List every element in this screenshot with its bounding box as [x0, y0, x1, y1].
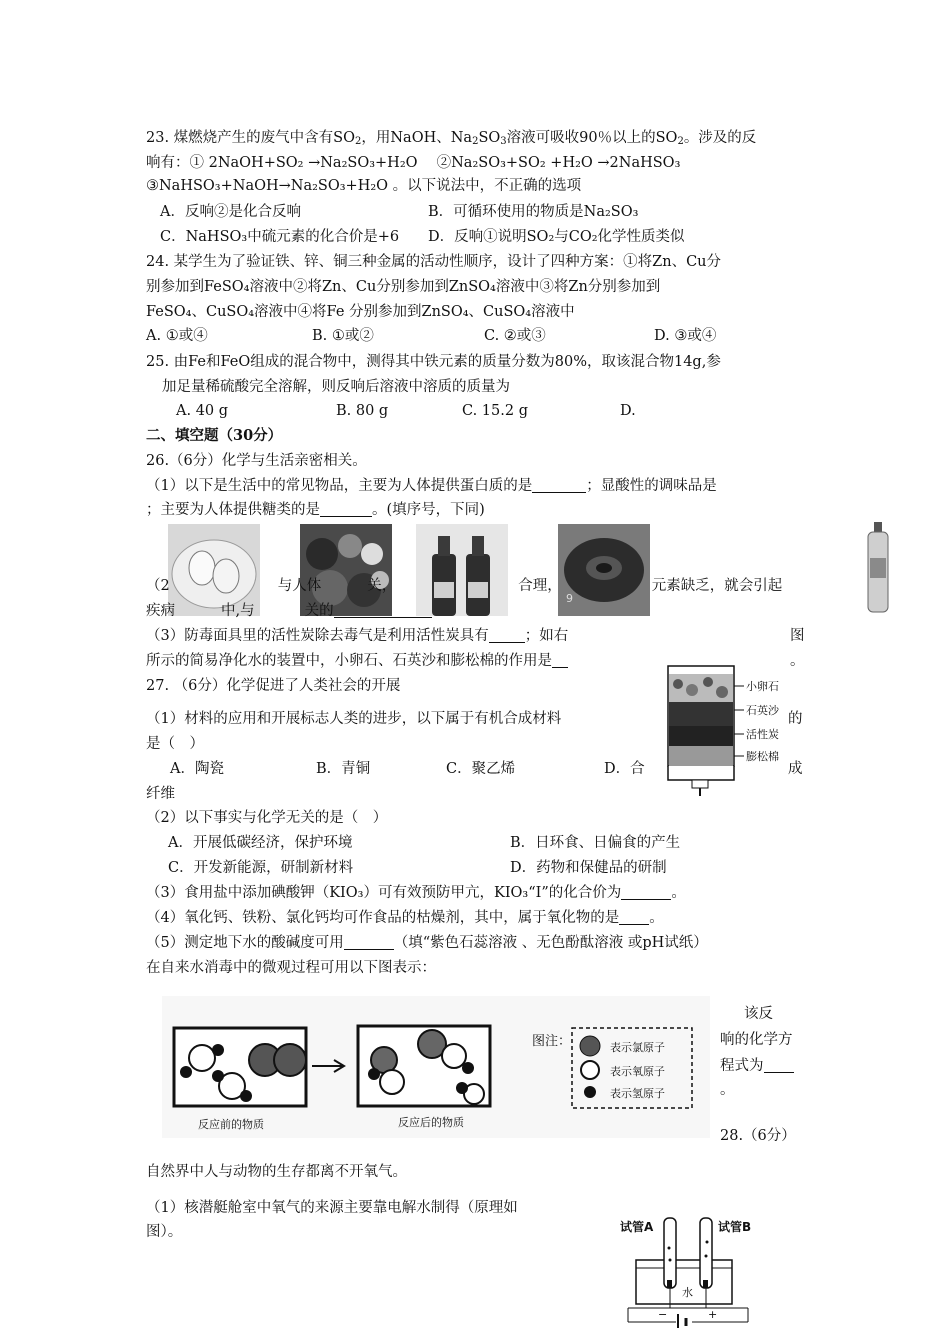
q27-line1: （1）材料的应用和开展标志人类的进步，以下属于有机合成材料: [146, 711, 562, 727]
cleaner-bottle-image: [866, 522, 890, 614]
q27-q5: （5）测定地下水的酸碱度可用 （填“紫色石蕊溶液 、无色酚酞溶液 或pH试纸）: [146, 935, 708, 951]
water-label: 水: [682, 1286, 693, 1299]
q26-line6: 所示的简易净化水的装置中，小卵石、石英沙和膨松棉的作用是: [146, 651, 568, 671]
q28-line1: 自然界中人与动物的生存都离不开氧气。: [146, 1164, 407, 1180]
q25-option-a: A. 40 g: [176, 403, 229, 419]
q25-line1: 25. 由Fe和FeO组成的混合物中，测得其中铁元素的质量分数为80%，取该混合物14g,参: [146, 354, 721, 370]
q25-line2: 加足量稀硫酸完全溶解，则反响后溶液中溶质的质量为: [162, 379, 510, 395]
q25-option-c: C. 15.2 g: [462, 403, 528, 419]
minus-sign: −: [658, 1308, 668, 1321]
q27-q6: 在自来水消毒中的微观过程可用以下图表示：: [146, 960, 436, 976]
before-label: 反应前的物质: [198, 1118, 264, 1131]
q26-line5-end: 图: [790, 628, 805, 644]
q27-option-a: A．陶瓷: [170, 761, 224, 777]
plus-sign: +: [708, 1308, 718, 1321]
q23-line3: ③NaHSO₃+NaOH→Na₂SO₃+H₂O 。以下说法中，不正确的选项: [146, 178, 582, 194]
q25-option-b: B. 80 g: [336, 403, 389, 419]
tube-b-label: 试管B: [718, 1220, 752, 1234]
reaction-diagram: [162, 996, 710, 1138]
legend-hydrogen: 表示氢原子: [610, 1087, 665, 1100]
q23-option-c: C．NaHSO₃中硫元素的化合价是+6: [160, 229, 400, 245]
q24-line3: FeSO₄、CuSO₄溶液中④将Fe 分别参加到ZnSO₄、CuSO₄溶液中: [146, 304, 575, 320]
q23-option-b: B．可循环使用的物质是Na₂SO₃: [428, 204, 639, 220]
pastry-photo: [558, 524, 650, 616]
q23-line1: 23. 煤燃烧产生的废气中含有$SO_2$，用NaOH、$Na_2SO_3$溶液可吸收90％以上的$SO_2$。涉及的反: [146, 130, 757, 147]
q26-line1: （1）以下是生活中的常见物品，主要为人体提供蛋白质的是 ；显酸性的调味品是: [146, 478, 717, 494]
q27-q2-option-a: A．开展低碳经济，保护环境: [168, 835, 353, 851]
q25-option-d: D.: [620, 403, 636, 419]
q27-line3: 纤维: [146, 786, 175, 802]
q26-line5: （3）防毒面具里的活性炭除去毒气是利用活性炭具有 ；如右: [146, 628, 569, 644]
q27-option-b: B．青铜: [316, 761, 371, 777]
q27-q2-option-b: B．日环食、日偏食的产生: [510, 835, 681, 851]
legend-chlorine: 表示氯原子: [610, 1041, 665, 1054]
q26-line4: 疾病 中,与 关的: [146, 601, 432, 621]
photo-caption: 9: [566, 592, 573, 605]
electrolysis-diagram: [612, 1210, 762, 1330]
legend-oxygen: 表示氧原子: [610, 1065, 665, 1078]
q24-option-c: C. ②或③: [484, 328, 546, 344]
q24-option-a: A. ①或④: [146, 328, 208, 344]
q23-option-a: A．反响②是化合反响: [160, 204, 301, 220]
section-heading: 二、填空题（30分）: [146, 427, 283, 444]
legend-title: 图注：: [532, 1034, 572, 1049]
tube-a-label: 试管A: [620, 1220, 654, 1234]
filter-label-pebbles: 小卵石: [746, 680, 779, 693]
q27-q4: （4）氧化钙、铁粉、氯化钙均可作食品的枯燥剂，其中，属于氧化物的是 。: [146, 910, 664, 926]
q28-line3: 图）。: [146, 1224, 183, 1240]
q26-line6-end: 。: [790, 653, 805, 669]
q24-line2: 别参加到FeSO₄溶液中②将Zn、Cu分别参加到ZnSO₄溶液中③将Zn分别参加到: [146, 279, 661, 295]
q27-title: 27. （6分）化学促进了人类社会的开展: [146, 678, 401, 694]
q24-option-b: B. ①或②: [312, 328, 374, 344]
side-text-c: 程式为: [720, 1056, 794, 1076]
q26-title: 26.（6分）化学与生活亲密相关。: [146, 453, 367, 469]
filter-label-quartz-sand: 石英沙: [746, 704, 779, 717]
q28-title: 28.（6分）: [720, 1128, 796, 1144]
filter-label-cotton: 膨松棉: [746, 750, 779, 763]
q26-line2: ；主要为人体提供糖类的是 。(填序号，下同): [146, 502, 485, 518]
q23-line2: 响有：① 2NaOH+SO₂ →Na₂SO₃+H₂O ②Na₂SO₃+SO₂ +H₂O →2NaHSO₃: [146, 155, 681, 171]
after-label: 反应后的物质: [398, 1116, 464, 1129]
q27-q2: （2）以下事实与化学无关的是（ ）: [146, 810, 388, 826]
q27-q2-option-d: D．药物和保健品的研制: [510, 860, 667, 876]
q27-line2: 是（ ）: [146, 736, 204, 752]
q23-option-d: D．反响①说明SO₂与CO₂化学性质类似: [428, 229, 685, 245]
q27-option-d-end: 成: [788, 761, 803, 777]
q24-line1: 24. 某学生为了验证铁、锌、铜三种金属的活动性顺序，设计了四种方案：①将Zn、Cu分: [146, 254, 722, 270]
q24-option-d: D. ③或④: [654, 328, 717, 344]
q27-q3: （3）食用盐中添加碘酸钾（KIO₃）可有效预防甲亢，KIO₃“I”的化合价为 。: [146, 885, 686, 901]
side-text-a: 该反: [744, 1006, 773, 1022]
q27-option-d: D．合: [604, 761, 645, 777]
side-text-b: 响的化学方: [720, 1032, 793, 1048]
side-text-d: 。: [720, 1082, 735, 1098]
q27-q2-option-c: C．开发新能源，研制新材料: [168, 860, 354, 876]
q28-line2: （1）核潜艇舱室中氧气的来源主要靠电解水制得（原理如: [146, 1200, 518, 1216]
filter-label-activated-carbon: 活性炭: [746, 728, 779, 741]
q26-line3: （2 与人体 关， 合理， 元素缺乏，就会引起: [146, 578, 783, 594]
q27-option-c: C．聚乙烯: [446, 761, 516, 777]
water-filter-diagram: [664, 660, 814, 800]
q27-line1-end: 的: [788, 711, 803, 727]
